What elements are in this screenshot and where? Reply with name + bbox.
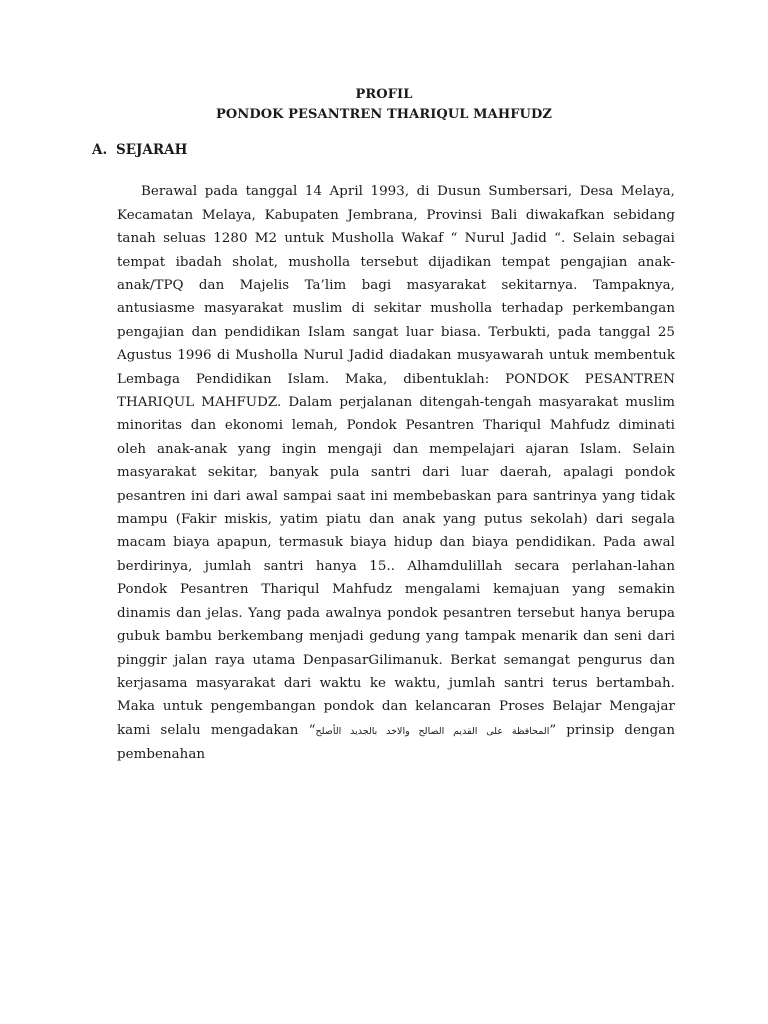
- section-heading-text: SEJARAH: [116, 142, 188, 158]
- arabic-phrase: المحافظة على القديم الصالح والاخد بالجديد الأصلح: [315, 725, 550, 737]
- paragraph-text-after: ” prinsip dengan pembenahan: [117, 722, 676, 763]
- section-heading: [92, 142, 187, 158]
- document-title: PROFIL: [355, 87, 413, 102]
- history-paragraph: [117, 180, 675, 766]
- section-letter: A.: [92, 142, 108, 158]
- document-subtitle: PONDOK PESANTREN THARIQUL MAHFUDZ: [216, 107, 552, 122]
- paragraph-text-before: Berawal pada tanggal 14 April 1993, di Dusun Sumbersari, Desa Melaya, Kecamatan Melaya, Kabupaten Jembrana, Provinsi Bali diwakafkan sebidang tanah seluas 1280 M2 untuk Musholla Wakaf “ Nurul Jadid “. Selain sebagai tempat ibadah sholat, musholla tersebut dijadikan tempat pengajian anak-anak/TPQ dan Majelis Ta’lim bagi masyarakat sekitarnya. Tampaknya, antusiasme masyarakat muslim di sekitar musholla terhadap perkembangan pengajian dan pendidikan Islam sangat luar biasa. Terbukti, pada tanggal 25 Agustus 1996 di Musholla Nurul Jadid diadakan musyawarah untuk membentuk Lembaga Pendidikan Islam. Maka, dibentuklah: PONDOK PESANTREN THARIQUL MAHFUDZ. Dalam perjalanan ditengah-tengah masyarakat muslim minoritas dan ekonomi lemah, Pondok Pesantren Thariqul Mahfudz diminati oleh anak-anak yang ingin mengaji dan mempelajari ajaran Islam. Selain masyarakat sekitar, banyak pula santri dari luar daerah, apalagi pondok pesantren ini dari awal sampai saat ini membebaskan para santrinya yang tidak mampu (Fakir miskis, yatim piatu dan anak yang putus sekolah) dari segala macam biaya apapun, termasuk biaya hidup dan biaya pendidikan. Pada awal berdirinya, jumlah santri hanya 15.. Alhamdulillah secara perlahan-lahan Pondok Pesantren Thariqul Mahfudz mengalami kemajuan yang semakin dinamis dan jelas. Yang pada awalnya pondok pesantren tersebut hanya berupa gubuk bambu berkembang menjadi gedung yang tampak menarik dan seni dari pinggir jalan raya utama DenpasarGilimanuk. Berkat semangat pengurus dan kerjasama masyarakat dari waktu ke waktu, jumlah santri terus bertambah. Maka untuk pengembangan pondok dan kelancaran Proses Belajar Mengajar kami selalu mengadakan “: [117, 184, 675, 738]
